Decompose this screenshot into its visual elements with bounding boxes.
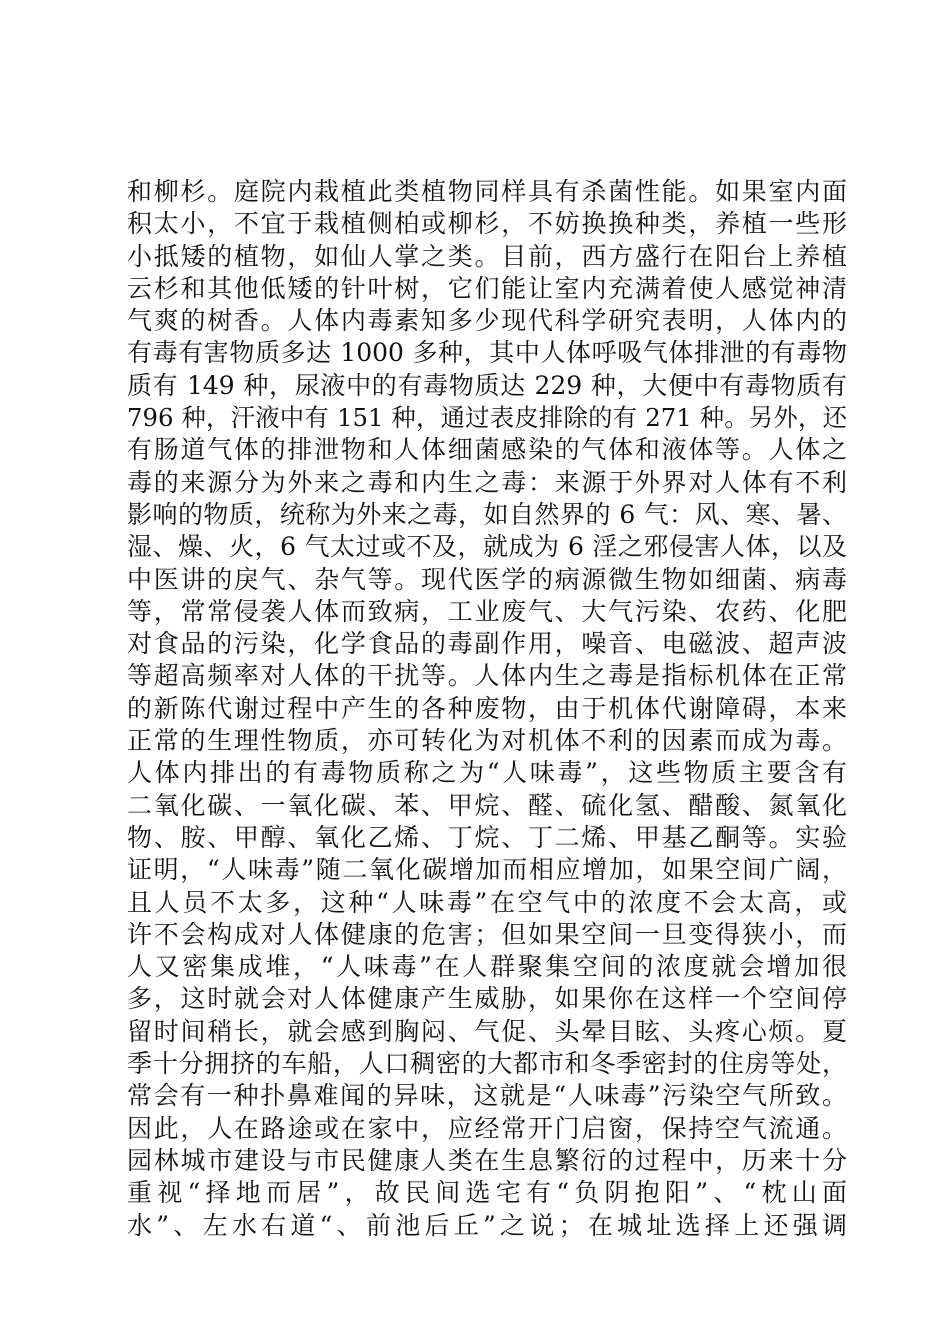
text-line: 季十分拥挤的车船，人口稠密的大都市和冬季密封的住房等处， <box>127 1049 847 1079</box>
text-line: 物、胺、甲醇、氧化乙烯、丁烷、丁二烯、甲基乙酮等。实验 <box>127 822 847 852</box>
text-line: 等，常常侵袭人体而致病，工业废气、大气污染、农药、化肥 <box>127 596 847 626</box>
text-line: 对食品的污染，化学食品的毒副作用，噪音、电磁波、超声波 <box>127 629 847 659</box>
text-line: 796 种，汗液中有 151 种，通过表皮排除的有 271 种。另外，还 <box>127 403 847 433</box>
text-line: 多，这时就会对人体健康产生威胁，如果你在这样一个空间停 <box>127 984 847 1014</box>
text-line: 因此，人在路途或在家中，应经常开门启窗，保持空气流通。 <box>127 1113 847 1143</box>
text-line: 的新陈代谢过程中产生的各种废物，由于机体代谢障碍，本来 <box>127 693 847 723</box>
text-line: 二氧化碳、一氧化碳、苯、甲烷、醛、硫化氢、醋酸、氮氧化 <box>127 790 847 820</box>
text-line: 证明，“人味毒”随二氧化碳增加而相应增加，如果空间广阔， <box>127 855 847 885</box>
text-line: 小抵矮的植物，如仙人掌之类。目前，西方盛行在阳台上养植 <box>127 241 847 271</box>
text-line: 重视“择地而居”，故民间选宅有“负阴抱阳”、“枕山面 <box>127 1178 847 1208</box>
text-line: 且人员不太多，这种“人味毒”在空气中的浓度不会太高，或 <box>127 887 847 917</box>
text-line: 人体内排出的有毒物质称之为“人味毒”，这些物质主要含有 <box>127 758 847 788</box>
text-line: 许不会构成对人体健康的危害；但如果空间一旦变得狭小，而 <box>127 919 847 949</box>
text-line: 云杉和其他低矮的针叶树，它们能让室内充满着使人感觉神清 <box>127 273 847 303</box>
text-line: 毒的来源分为外来之毒和内生之毒：来源于外界对人体有不利 <box>127 467 847 497</box>
text-line: 正常的生理性物质，亦可转化为对机体不利的因素而成为毒。 <box>127 726 847 756</box>
text-line: 留时间稍长，就会感到胸闷、气促、头晕目眩、头疼心烦。夏 <box>127 1016 847 1046</box>
text-line: 气爽的树香。人体内毒素知多少现代科学研究表明，人体内的 <box>127 306 847 336</box>
text-line: 和柳杉。庭院内栽植此类植物同样具有杀菌性能。如果室内面 <box>127 177 847 206</box>
text-line: 积太小，不宜于栽植侧柏或柳杉，不妨换换种类，养植一些形 <box>127 209 847 239</box>
text-line: 湿、燥、火，6 气太过或不及，就成为 6 淫之邪侵害人体，以及 <box>127 532 847 562</box>
text-line: 有毒有害物质多达 1000 多种，其中人体呼吸气体排泄的有毒物 <box>127 338 847 368</box>
text-line: 有肠道气体的排泄物和人体细菌感染的气体和液体等。人体之 <box>127 435 847 465</box>
text-line: 人又密集成堆，“人味毒”在人群聚集空间的浓度就会增加很 <box>127 952 847 982</box>
text-line: 质有 149 种，尿液中的有毒物质达 229 种，大便中有毒物质有 <box>127 370 847 400</box>
text-line: 影响的物质，统称为外来之毒，如自然界的 6 气：风、寒、暑、 <box>127 499 847 529</box>
text-line: 等超高频率对人体的干扰等。人体内生之毒是指标机体在正常 <box>127 661 847 691</box>
body-text <box>127 176 847 1242</box>
text-line: 常会有一种扑鼻难闻的异味，这就是“人味毒”污染空气所致。 <box>127 1081 847 1111</box>
text-line: 水”、左水右道“、前池后丘”之说；在城址选择上还强调 <box>127 1210 847 1240</box>
text-line: 中医讲的戾气、杂气等。现代医学的病源微生物如细菌、病毒 <box>127 564 847 594</box>
text-line: 园林城市建设与市民健康人类在生息繁衍的过程中，历来十分 <box>127 1145 847 1175</box>
